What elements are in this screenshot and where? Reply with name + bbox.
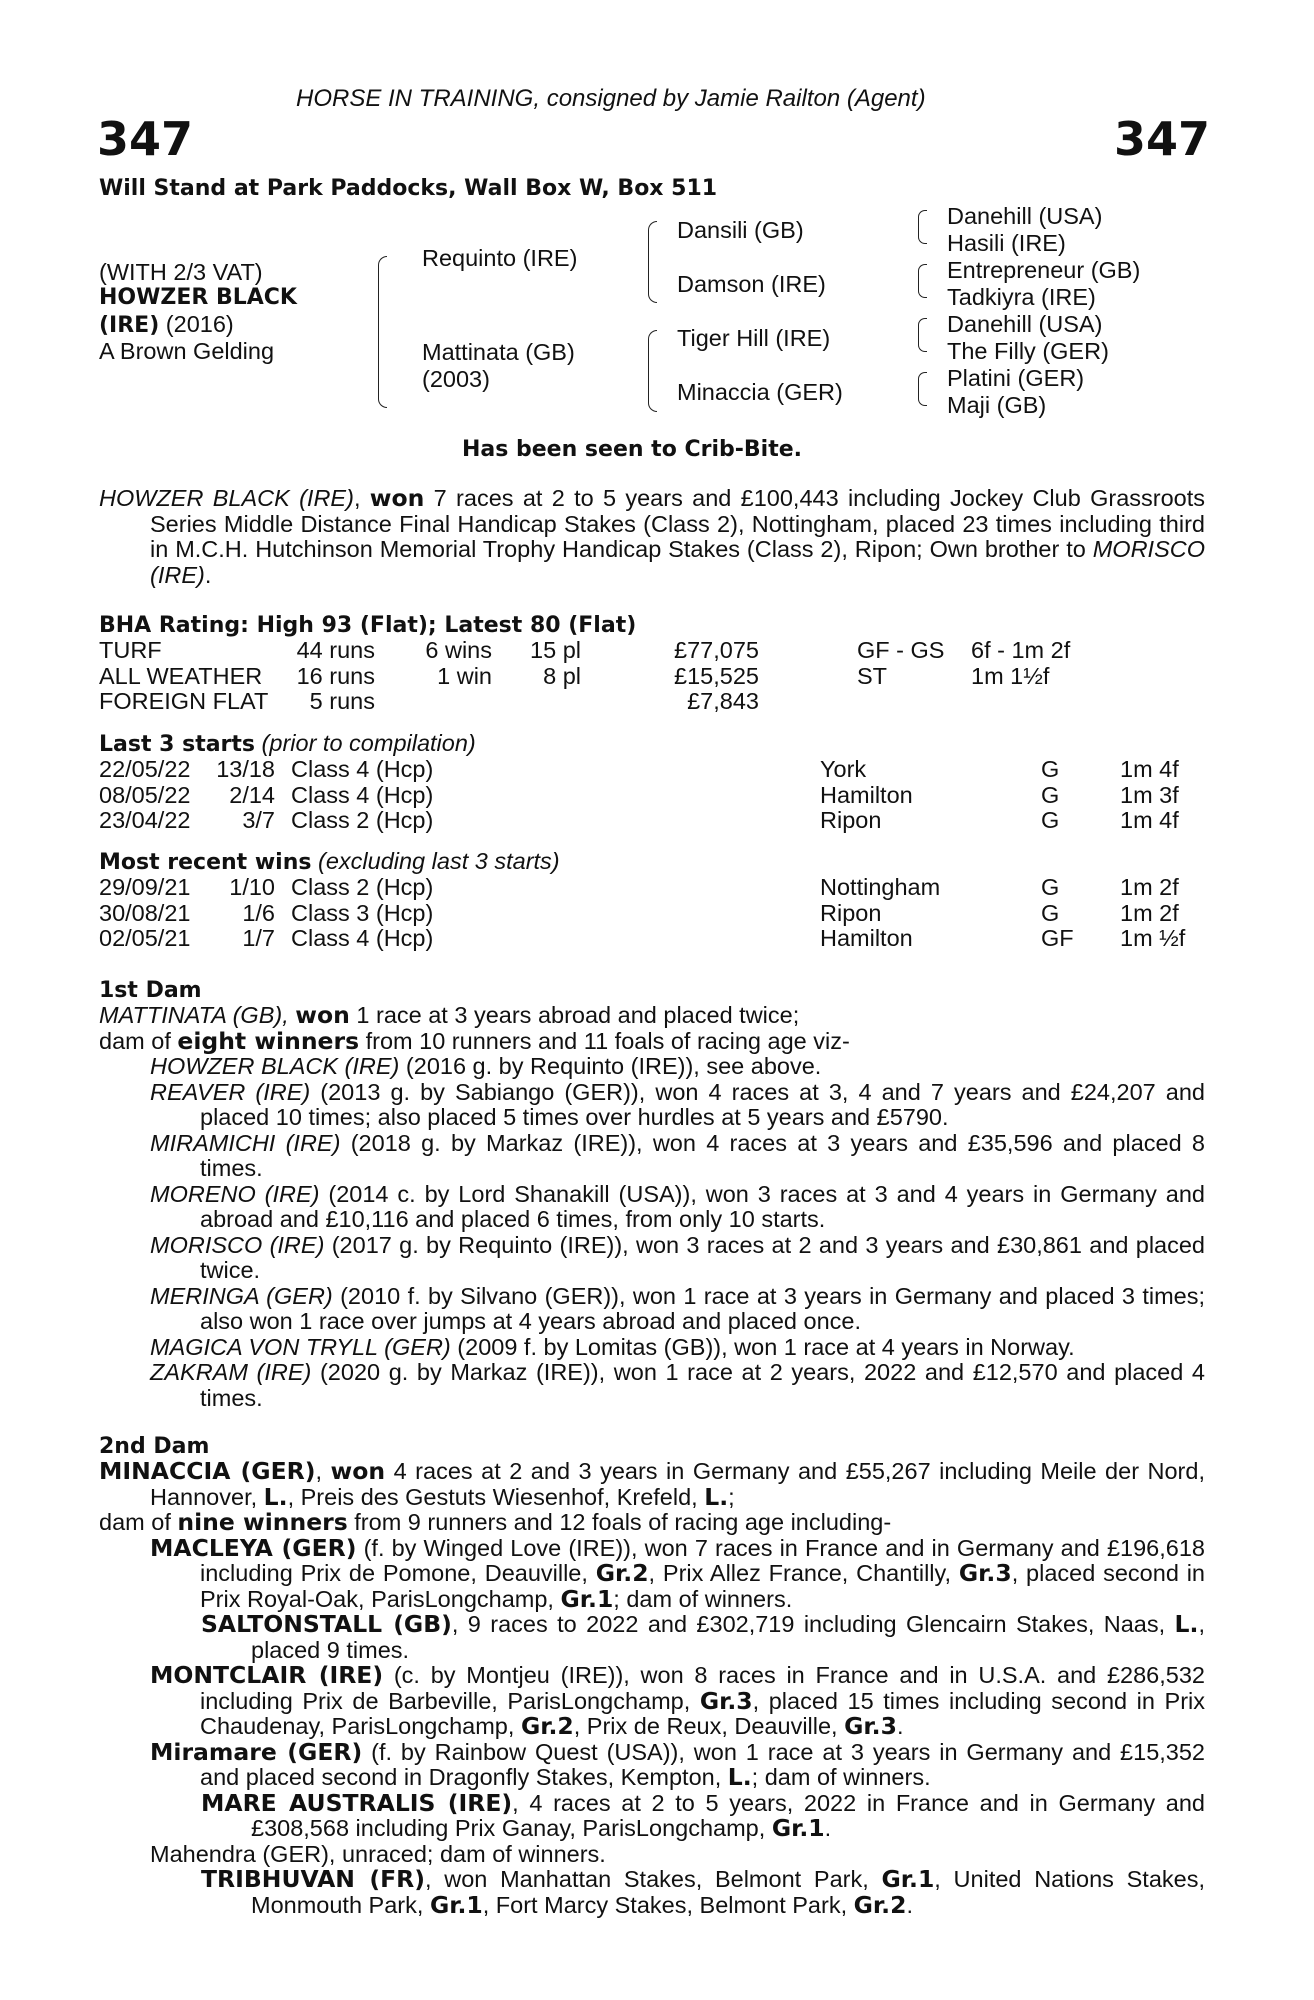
miramare-name: Miramare (GER) [150,1737,363,1766]
last3-cell-date: 08/05/22 [99,781,191,808]
dam2-name: MINACCIA (GER) [99,1457,316,1485]
mare-australis-grade: Gr.1 [771,1814,825,1842]
horse-summary: HOWZER BLACK (IRE), won 7 races at 2 to 5 years and £100,443 including Jockey Club Grassroots Series Middle Distance Final Handicap Stakes (Class 2), Nottingham, placed 23 times including third in M.C.H. Hutchinson Memorial Trophy Handicap Stakes (Class 2), Ripon; Own brother to MORISCO (IRE). [99,484,1206,588]
macleya-c: , placed second in Prix Royal-Oak, ParisLongchamp, [200,1560,1206,1612]
pedigree-g2: Hasili (IRE) [947,230,1066,256]
recent-row [99,901,1205,927]
last3-cell-dist: 1m 4f [1120,807,1179,833]
recent-cell-going: G [1041,874,1060,900]
pedigree-dam-dam: Minaccia (GER) [677,379,843,405]
stand-location: Will Stand at Park Paddocks, Wall Box W, Box 511 [99,176,718,201]
bha-cell-surface: ALL WEATHER [99,662,263,689]
horse-name-line2 [99,312,234,339]
dam2-title: 2nd Dam [99,1434,210,1459]
pedigree-g3: Entrepreneur (GB) [947,257,1141,283]
bha-cell-runs: 5 runs [309,688,375,714]
pedigree-g4: Tadkiyra (IRE) [947,284,1096,310]
last3-cell-date: 23/04/22 [99,807,191,833]
recent-cell-course: Ripon [820,899,882,926]
last3-row [99,757,1205,783]
recent-cell-dist: 1m 2f [1120,899,1179,926]
pedigree-g6: The Filly (GER) [947,338,1109,364]
mare-australis-a: , 4 races at 2 to 5 years, 2022 in France and in Germany and £308,568 including Prix Ganay, ParisLongchamp, [251,1789,1205,1841]
progeny-entry [99,1080,1205,1131]
montclair-b: , placed 15 times including second in Prix Chaudenay, ParisLongchamp, [200,1687,1205,1739]
bha-cell-going: ST [857,662,888,689]
horse-name: HOWZER BLACK [99,285,297,310]
progeny-text: (2020 g. by Markaz (IRE)), won 1 race at 2 years, 2022 and £12,570 and placed 4 times. [200,1359,1206,1411]
last3-cell-pos: 13/18 [216,756,275,782]
progeny-mahendra: Mahendra (GER), unraced; dam of winners. [150,1840,606,1867]
progeny-mare-australis [99,1788,1205,1842]
dam1-damof [99,1026,1205,1055]
recent-note: (excluding last 3 starts) [311,848,560,874]
last3-row [99,808,1205,834]
macleya-grade2: Gr.3 [958,1559,1012,1587]
dam2-text2: from 9 runners and 12 foals of racing age including- [347,1509,892,1535]
dam2-damof [99,1510,1205,1536]
pedigree-brace-g78 [918,372,927,406]
progeny-text: (2018 g. by Markaz (IRE)), won 4 races at 3 years and £35,596 and placed 8 times. [200,1129,1206,1181]
dam1-winners: eight winners [177,1026,360,1055]
progeny-text: (2009 f. by Lomitas (GB)), won 1 race at 4 years in Norway. [450,1333,1075,1360]
miramare-b: ; dam of winners. [751,1764,931,1790]
lot-number-right: 347 [1114,112,1211,166]
last3-row [99,783,1205,809]
dam1-text2: from 10 runners and 11 foals of racing age viz- [359,1027,850,1054]
last3-cell-going: G [1041,756,1060,782]
bha-cell-dist: 1m 1½f [971,662,1050,689]
lot-number-left: 347 [97,112,194,166]
tribhuvan-grade3: Gr.2 [853,1890,907,1919]
recent-row [99,926,1205,952]
tribhuvan-d: . [906,1891,913,1918]
last3-cell-date: 22/05/22 [99,756,191,782]
summary-text: 7 races at 2 to 5 years and £100,443 including Jockey Club Grassroots Series Middle Distance Final Handicap Stakes (Class 2), Nottingham, placed 23 times including third in M.C.H. Hutchinson Memorial Trophy Handicap Stakes (Class 2), Ripon; Own brother to [150,485,1206,562]
recent-cell-going: GF [1041,925,1074,951]
pedigree-brace-g34 [918,264,927,298]
dam2-damof-label: dam of [99,1509,178,1535]
progeny-entry [99,1335,1205,1361]
montclair-d: . [896,1713,904,1739]
recent-cell-course: Nottingham [820,874,941,900]
macleya-a: (f. by Winged Love (IRE)), won 7 races in France and in Germany and £196,618 including Prix de Pomone, Deauville, [200,1534,1205,1586]
saltonstall-a: , 9 races to 2022 and £302,719 including Glencairn Stakes, Naas, [451,1611,1175,1637]
recent-cell-pos: 1/10 [229,874,275,900]
macleya-grade1: Gr.2 [595,1559,649,1587]
bha-cell-dist: 6f - 1m 2f [971,637,1071,663]
progeny-montclair [99,1663,1205,1740]
bha-cell-money: £77,075 [674,637,759,663]
last3-cell-pos: 2/14 [229,781,275,808]
last3-heading [99,731,476,758]
montclair-grade2: Gr.2 [520,1712,574,1740]
pedigree-sire-sire: Dansili (GB) [677,217,804,243]
progeny-entry [99,1360,1205,1411]
bha-cell-going: GF - GS [857,637,945,663]
dam2-intro [99,1459,1205,1510]
recent-cell-date: 29/09/21 [99,874,191,900]
last3-cell-dist: 1m 4f [1120,756,1179,782]
dam1-progeny-list [99,1054,1205,1411]
tribhuvan-a: , won Manhattan Stakes, Belmont Park, [425,1866,882,1892]
recent-cell-class: Class 3 (Hcp) [291,899,434,926]
horse-description: A Brown Gelding [99,338,275,364]
last3-cell-course: Hamilton [820,781,913,808]
montclair-grade3: Gr.3 [844,1712,897,1740]
dam2-listed2: L. [704,1482,729,1511]
summary-horse-name: HOWZER BLACK (IRE) [99,485,354,511]
mare-australis-name: MARE AUSTRALIS (IRE) [201,1788,513,1817]
pedigree-sire-dam: Damson (IRE) [677,271,826,297]
pedigree-g5: Danehill (USA) [947,311,1103,337]
dam2-section [99,1459,1205,1918]
pedigree-brace-sire [648,221,657,303]
recent-cell-pos: 1/7 [242,925,275,951]
progeny-text: (2016 g. by Requinto (IRE)), see above. [399,1053,822,1079]
last3-cell-course: York [820,756,867,782]
dam1-won: won [295,1001,350,1029]
montclair-name: MONTCLAIR (IRE) [150,1661,384,1689]
progeny-name: HOWZER BLACK (IRE) [150,1053,400,1079]
dam1-intro [99,1003,1205,1029]
recent-cell-class: Class 4 (Hcp) [291,925,434,951]
last3-cell-course: Ripon [820,807,882,833]
recent-cell-going: G [1041,899,1060,926]
last3-cell-going: G [1041,807,1060,833]
progeny-text: (2014 c. by Lord Shanakill (USA)), won 3 races at 3 and 4 years in Germany and abroad and £10,116 and placed 6 times, from only 10 starts. [200,1180,1205,1232]
recent-cell-class: Class 2 (Hcp) [291,874,434,900]
montclair-a: (c. by Montjeu (IRE)), won 8 races in France and in U.S.A. and £286,532 including Prix de Barbeville, ParisLongchamp, [200,1662,1205,1714]
recent-cell-course: Hamilton [820,925,913,951]
bha-row [99,689,1205,715]
last3-table [99,757,1205,834]
last3-title: Last 3 starts [99,732,256,757]
recent-cell-dist: 1m 2f [1120,874,1179,900]
miramare-listed: L. [727,1763,752,1791]
macleya-grade3: Gr.1 [560,1584,614,1613]
progeny-entry [99,1233,1205,1284]
bha-cell-surface: TURF [99,637,162,663]
progeny-name: ZAKRAM (IRE) [150,1359,312,1385]
progeny-entry [99,1131,1205,1182]
progeny-entry [99,1182,1205,1233]
bha-cell-money: £7,843 [687,688,759,714]
dam1-name: MATTINATA (GB), [99,1002,289,1028]
tribhuvan-b: , United Nations Stakes, Monmouth Park, [251,1866,1205,1918]
bha-cell-runs: 44 runs [296,637,375,663]
progeny-entry [99,1054,1205,1080]
progeny-saltonstall [99,1612,1205,1663]
pedigree-brace-main [378,256,387,408]
dam2-text1b: , Preis des Gestuts Wiesenhof, Krefeld, [287,1483,705,1510]
montclair-c: , Prix de Reux, Deauville, [573,1713,845,1739]
recent-table [99,875,1205,952]
pedigree-g8: Maji (GB) [947,392,1047,418]
macleya-b: , Prix Allez France, Chantilly, [648,1560,959,1586]
tribhuvan-grade1: Gr.1 [881,1865,935,1893]
progeny-tribhuvan [99,1867,1205,1918]
horse-country: (IRE) [99,313,160,338]
saltonstall-name: SALTONSTALL (GB) [201,1610,452,1638]
horse-year: (2016) [159,311,234,337]
last3-cell-going: G [1041,781,1060,808]
pedigree-sire: Requinto (IRE) [422,245,578,271]
recent-cell-date: 30/08/21 [99,899,191,926]
recent-row [99,875,1205,901]
recent-heading [99,849,560,876]
bha-cell-pl: 15 pl [530,637,581,663]
bha-cell-wins: 6 wins [425,637,492,663]
recent-cell-date: 02/05/21 [99,925,191,951]
dam2-comma: , [315,1458,331,1484]
consignment-line: HORSE IN TRAINING, consigned by Jamie Railton (Agent) [296,85,926,112]
bha-row [99,638,1205,664]
dam1-damof-label: dam of [99,1027,178,1054]
bha-cell-wins: 1 win [437,662,492,689]
last3-cell-class: Class 2 (Hcp) [291,807,434,833]
progeny-name: REAVER (IRE) [150,1078,311,1105]
bha-cell-money: £15,525 [674,662,759,689]
last3-cell-dist: 1m 3f [1120,781,1179,808]
progeny-name: MAGICA VON TRYLL (GER) [150,1333,451,1360]
last3-cell-pos: 3/7 [242,807,275,833]
saltonstall-b: , placed 9 times. [251,1611,1205,1663]
progeny-name: MIRAMICHI (IRE) [150,1129,341,1156]
bha-cell-surface: FOREIGN FLAT [99,688,269,714]
progeny-name: MORENO (IRE) [150,1180,320,1207]
summary-won: won [369,484,425,512]
pedigree-dam-sire: Tiger Hill (IRE) [677,325,831,351]
recent-cell-dist: 1m ½f [1120,925,1186,951]
dam1-section [99,1003,1205,1411]
tribhuvan-c: , Fort Marcy Stakes, Belmont Park, [482,1891,854,1918]
progeny-name: MORISCO (IRE) [150,1231,325,1258]
miramare-a: (f. by Rainbow Quest (USA)), won 1 race at 3 years in Germany and £15,352 and placed second in Dragonfly Stakes, Kempton, [200,1738,1206,1790]
dam2-text1c: ; [728,1483,735,1510]
bha-rating-title: BHA Rating: High 93 (Flat); Latest 80 (Flat) [99,613,637,638]
tribhuvan-grade2: Gr.1 [429,1890,483,1919]
last3-note: (prior to compilation) [255,730,476,756]
tribhuvan-name: TRIBHUVAN (FR) [201,1865,425,1893]
vat-note: (WITH 2/3 VAT) [99,259,263,285]
pedigree-brace-dam [648,330,657,412]
recent-cell-pos: 1/6 [242,899,275,926]
macleya-name: MACLEYA (GER) [150,1533,357,1562]
dam2-winners: nine winners [177,1508,348,1536]
crib-bite-note: Has been seen to Crib-Bite. [462,437,802,462]
saltonstall-listed: L. [1174,1610,1199,1638]
progeny-text: (2017 g. by Requinto (IRE)), won 3 races at 2 and 3 years and £30,861 and placed twice. [200,1231,1206,1283]
progeny-entry [99,1284,1205,1335]
mare-australis-b: . [824,1815,832,1841]
pedigree-brace-g12 [918,210,927,244]
pedigree-dam: Mattinata (GB) [422,339,575,365]
pedigree-g7: Platini (GER) [947,365,1085,391]
bha-table [99,638,1205,715]
macleya-d: ; dam of winners. [613,1585,793,1612]
last3-cell-class: Class 4 (Hcp) [291,756,434,782]
recent-title: Most recent wins [99,850,312,875]
bha-cell-pl: 8 pl [543,662,581,689]
dam2-listed1: L. [263,1482,288,1511]
pedigree-brace-g56 [918,318,927,352]
pedigree-dam-year: (2003) [422,366,490,392]
pedigree-g1: Danehill (USA) [947,203,1103,229]
bha-cell-runs: 16 runs [296,662,375,689]
dam2-text1a: 4 races at 2 and 3 years in Germany and £55,267 including Meile der Nord, Hannover, [150,1458,1205,1510]
montclair-grade1: Gr.3 [699,1686,753,1715]
bha-row [99,664,1205,690]
progeny-macleya [99,1533,1206,1613]
progeny-miramare [99,1737,1206,1791]
progeny-text: (2013 g. by Sabiango (GER)), won 4 races at 3, 4 and 7 years and £24,207 and placed 10 times; also placed 5 times over hurdles at 5 years and £5790. [200,1078,1205,1130]
summary-end: . [204,561,212,588]
last3-cell-class: Class 4 (Hcp) [291,781,434,808]
dam2-won: won [330,1457,386,1485]
summary-brother: MORISCO (IRE) [150,536,1205,588]
progeny-name: MERINGA (GER) [150,1282,333,1309]
dam1-title: 1st Dam [99,978,202,1003]
dam1-text1: 1 race at 3 years abroad and placed twice; [349,1002,800,1028]
progeny-text: (2010 f. by Silvano (GER)), won 1 race at 3 years in Germany and placed 3 times; also won 1 race over jumps at 4 years abroad and placed once. [200,1282,1205,1334]
